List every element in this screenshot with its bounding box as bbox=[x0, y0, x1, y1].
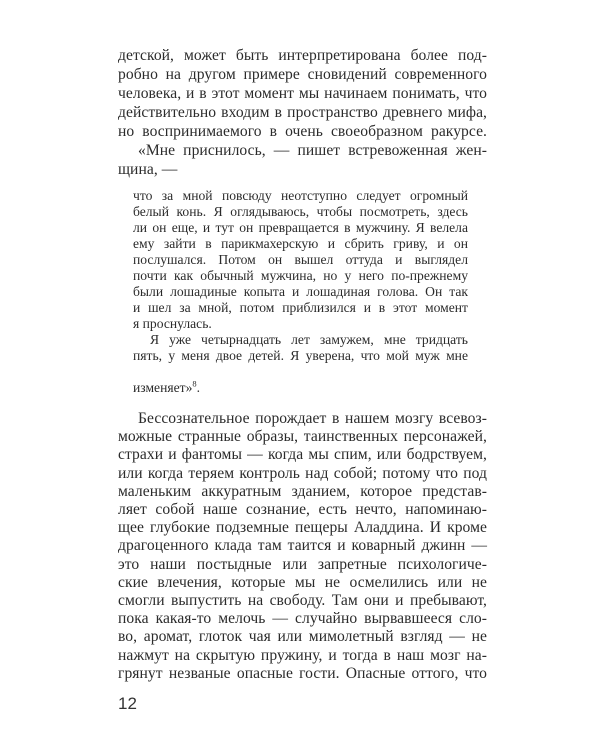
paragraph-line: или когда теряем контроль над собой; потому что под bbox=[118, 464, 487, 482]
footnote-marker[interactable]: 8 bbox=[192, 378, 197, 389]
paragraph-line: грянут незваные опасные гости. Опасные оттого, что bbox=[118, 664, 487, 682]
paragraph-line: Бессознательное порождает в нашем мозгу всевоз- bbox=[138, 410, 487, 427]
paragraph-line: страхи и фантомы — когда мы спим, или бодрствуем, bbox=[118, 446, 487, 464]
paragraph-line: во, аромат, глоток чая или мимолетный взгляд — не bbox=[118, 628, 487, 646]
quote-line: ему зайти в парикмахерскую и сбрить гриву, и он bbox=[133, 236, 468, 251]
paragraph-line: можные странные образы, таинственных персонажей, bbox=[118, 428, 487, 446]
paragraph-line: драгоценного клада там таится и коварный джинн — bbox=[118, 537, 487, 555]
paragraph-line: нажмут на скрытую пружину, и тогда в наш мозг на- bbox=[118, 646, 487, 664]
quote-line: ли он еще, и тут он превращается в мужчину. Я велела bbox=[133, 220, 468, 235]
quote-line: Я уже четырнадцать лет замужем, мне тридцать bbox=[150, 332, 468, 347]
quote-line: послушался. Потом он вышел оттуда и выглядел bbox=[133, 252, 468, 267]
quote-line: белый конь. Я оглядываюсь, чтобы посмотреть, здесь bbox=[133, 204, 468, 219]
paragraph-line: ские влечения, которые мы не осмелились или не bbox=[118, 573, 487, 591]
quote-line: пять, у меня двое детей. Я уверена, что мой муж мне bbox=[133, 348, 468, 363]
quote-line-end bbox=[133, 379, 468, 396]
quote-line: были лошадиные копыта и лошадиная голова. Он так bbox=[133, 284, 468, 299]
paragraph-line: человека, и в этот момент мы начинаем понимать, что bbox=[118, 85, 487, 102]
page-number: 12 bbox=[118, 694, 137, 713]
quote-line: что за мной повсюду неотступно следует огромный bbox=[133, 188, 468, 203]
quote-line: и шел за мной, потом приблизился и в этот момент bbox=[133, 300, 468, 315]
quote-line: я проснулась. bbox=[133, 316, 212, 331]
paragraph-line: смогли выпустить на свободу. Там они и пребывают, bbox=[118, 592, 487, 609]
quote-line: почти как обычный мужчина, но у него по-прежнему bbox=[133, 268, 468, 283]
quote-period: . bbox=[196, 380, 201, 395]
paragraph-line: щина, — bbox=[118, 161, 178, 178]
paragraph-line: но воспринимаемого в очень своеобразном ракурсе. bbox=[118, 123, 487, 140]
paragraph-line: пока какая-то мелочь — случайно вырвавшееся сло- bbox=[118, 610, 487, 628]
paragraph-line: ляет собой наше сознание, есть нечто, напоминаю- bbox=[118, 501, 487, 518]
paragraph-line: действительно входим в пространство древнего мифа, bbox=[118, 104, 487, 121]
paragraph-line: маленьким аккуратным зданием, которое представ- bbox=[118, 482, 487, 500]
paragraph-line: это наши постыдные или запретные психологиче- bbox=[118, 555, 487, 573]
paragraph-line: «Мне приснилось, — пишет встревоженная жен- bbox=[138, 142, 487, 159]
paragraph-line: робно на другом примере сновидений современного bbox=[118, 66, 487, 83]
quote-text: изменяет» bbox=[133, 380, 193, 395]
paragraph-line: детской, может быть интерпретирована более под- bbox=[118, 47, 487, 64]
paragraph-line: щее глубокие подземные пещеры Аладдина. И кроме bbox=[118, 519, 487, 537]
